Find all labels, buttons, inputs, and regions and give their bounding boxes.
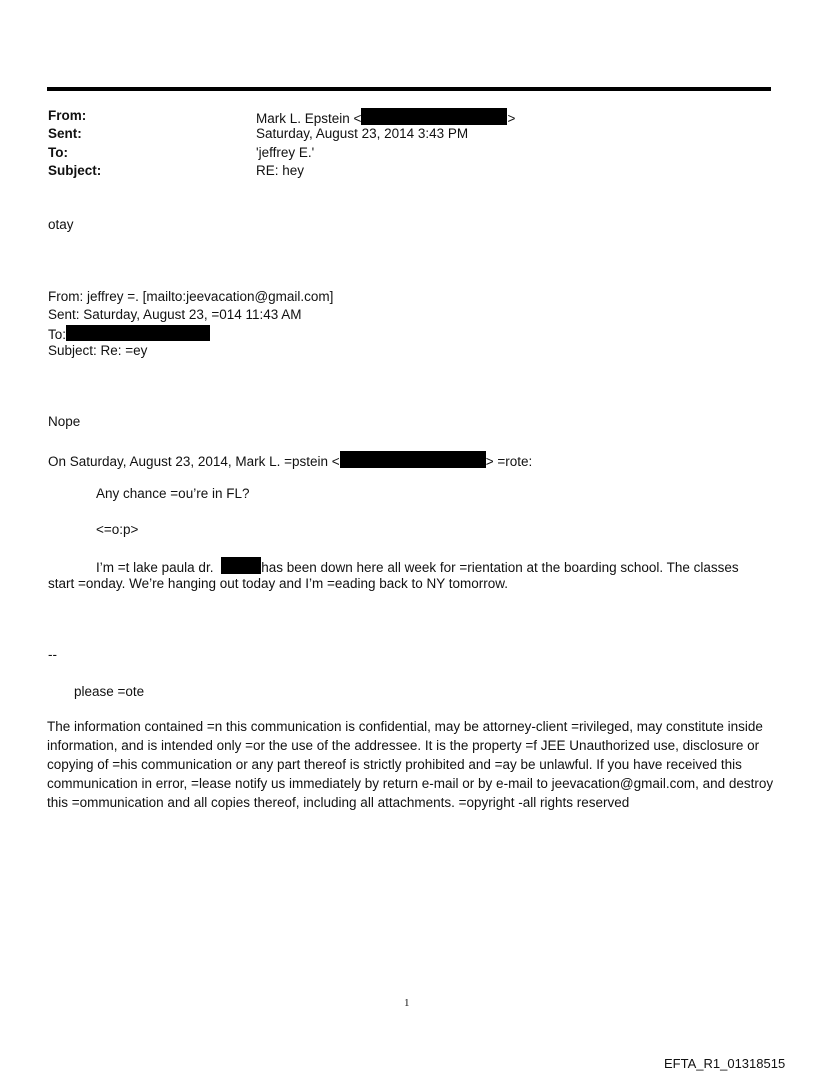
quoted-sent-line: Sent: Saturday, August 23, =014 11:43 AM [48,307,302,322]
attribution-line [48,451,532,469]
to-value: 'jeffrey E.' [256,145,315,160]
from-label: From: [48,108,87,123]
sent-value: Saturday, August 23, 2014 3:43 PM [256,126,469,141]
quote-line-3-cont: start =onday. We’re hanging out today and I’m =eading back to NY tomorrow. [48,576,509,591]
quote-line-3 [96,557,739,575]
quote-line-1: Any chance =ou’re in FL? [96,486,250,501]
quoted-to-line [48,325,210,342]
quote-line-2: <=o:p> [96,522,139,537]
subject-value: RE: hey [256,163,305,178]
attribution-post: > =rote: [485,454,533,469]
quote-line-3-pre: I’m =t lake paula dr. [96,560,214,575]
redaction-box [66,325,210,341]
signature-separator: -- [48,647,57,662]
quoted-subject-line: Subject: Re: =ey [48,343,148,358]
redaction-box [361,108,507,125]
quoted-to-prefix: To: [48,327,67,342]
quoted-from-line: From: jeffrey =. [mailto:jeevacation@gmail.com] [48,289,334,304]
redaction-box [221,557,261,574]
from-name: Mark L. Epstein < [256,111,362,126]
please-note: please =ote [74,684,145,699]
from-value [256,108,515,126]
document-id: EFTA_R1_01318515 [664,1056,786,1071]
header-rule [47,87,771,91]
quoted-body: Nope [48,414,81,429]
from-close: > [507,111,516,126]
disclaimer: The information contained =n this communication is confidential, may be attorney-client =rivileged, may constitute inside information, and is intended only =or the use of the addressee. It is the property =f JEE Unauthorized use, disclosure or copying of =his communication or any part thereof is strictly prohibited and =ay be unlawful. If you have received this communication in error, =lease notify us immediately by return e-mail or by e-mail to jeevacation@gmail.com, and destroy this =ommunication and all copies thereof, including all attachments. =opyright -all rights reserved [47,719,774,810]
reply-body: otay [48,217,74,232]
quote-line-3-post: has been down here all week for =rientation at the boarding school. The classes [261,560,739,575]
sent-label: Sent: [48,126,82,141]
page-number: 1 [404,997,410,1009]
attribution-pre: On Saturday, August 23, 2014, Mark L. =pstein < [48,454,340,469]
redaction-box [340,451,486,468]
subject-label: Subject: [48,163,102,178]
to-label: To: [48,145,68,160]
